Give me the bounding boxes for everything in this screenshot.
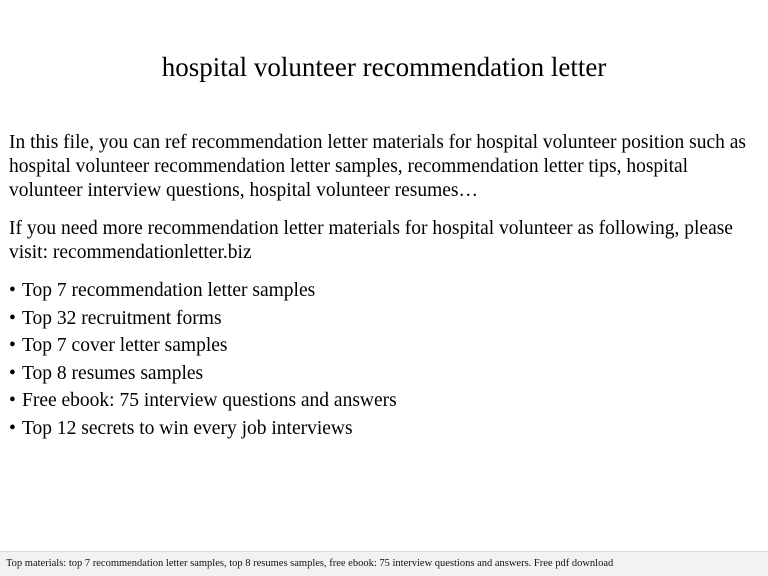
list-item <box>9 360 761 388</box>
list-item-label: Top 32 recruitment forms <box>22 307 222 329</box>
slide-body <box>9 131 761 442</box>
list-item-label: Top 12 secrets to win every job interviews <box>22 417 353 439</box>
intro-paragraph: In this file, you can ref recommendation letter materials for hospital volunteer position such as hospital volunteer recommendation letter samples, recommendation letter tips, hospital volunteer interview questions, hospital volunteer resumes… <box>9 132 746 201</box>
page-title: hospital volunteer recommendation letter <box>161 52 607 82</box>
more-info-paragraph: If you need more recommendation letter materials for hospital volunteer as following, please visit: recommendationletter.biz <box>9 218 733 263</box>
bullet-icon: • <box>9 307 16 329</box>
list-item <box>9 305 761 333</box>
list-item-label: Top 7 recommendation letter samples <box>22 280 316 301</box>
list-item <box>9 332 761 360</box>
bullet-icon: • <box>9 362 16 384</box>
bullet-icon: • <box>9 335 16 356</box>
list-item-label: Top 8 resumes samples <box>22 362 204 384</box>
materials-list <box>9 277 761 442</box>
list-item-label: Free ebook: 75 interview questions and answers <box>22 390 397 411</box>
list-item <box>9 387 761 415</box>
list-item <box>9 415 761 443</box>
bullet-icon: • <box>9 390 16 411</box>
list-item-label: Top 7 cover letter samples <box>22 335 228 356</box>
list-item <box>9 277 761 305</box>
footer-text: Top materials: top 7 recommendation letter samples, top 8 resumes samples, free ebook: 75 interview questions and answers. Free pdf download <box>6 558 614 569</box>
bullet-icon: • <box>9 280 16 301</box>
bullet-icon: • <box>9 417 16 439</box>
footer-bar <box>0 551 768 576</box>
